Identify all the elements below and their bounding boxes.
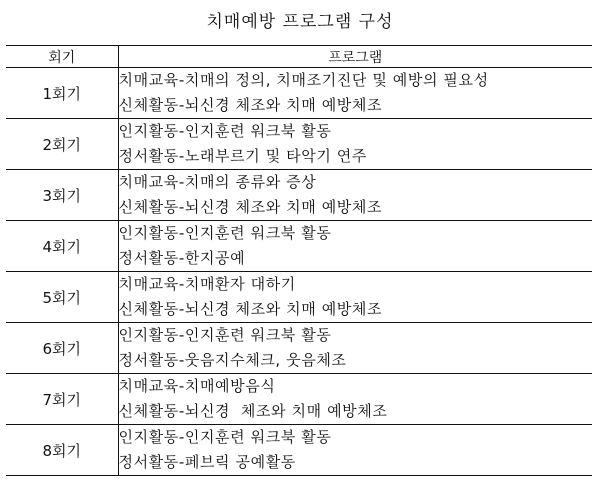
- table-row: [6, 425, 592, 476]
- program-line: 인지활동-인지훈련 워크북 활동: [118, 326, 332, 344]
- program-cell: [118, 170, 592, 221]
- program-line: 신체활동-뇌신경 체조와 치매 예방체조: [118, 402, 388, 420]
- program-line: 신체활동-뇌신경 체조와 치매 예방체조: [118, 198, 383, 216]
- program-line: 치매교육-치매예방음식: [118, 377, 276, 395]
- session-cell: 6회기: [6, 323, 118, 374]
- table-header-row: [6, 46, 592, 68]
- program-line: 정서활동-한지공예: [118, 249, 246, 267]
- session-cell: 1회기: [6, 68, 118, 119]
- program-cell: [118, 119, 592, 170]
- table-row: [6, 272, 592, 323]
- program-line: 치매교육-치매환자 대하기: [118, 275, 296, 293]
- program-line: 정서활동-페브릭 공예활동: [118, 453, 296, 471]
- program-line: 정서활동-웃음지수체크, 웃음체조: [118, 351, 347, 369]
- program-line: 치매교육-치매의 정의, 치매조기진단 및 예방의 필요성: [118, 71, 489, 89]
- table-row: [6, 170, 592, 221]
- table-row: [6, 323, 592, 374]
- session-cell: 3회기: [6, 170, 118, 221]
- program-line: 인지활동-인지훈련 워크북 활동: [118, 224, 332, 242]
- program-line: 신체활동-뇌신경 체조와 치매 예방체조: [118, 300, 383, 318]
- program-line: 인지활동-인지훈련 워크북 활동: [118, 122, 332, 140]
- session-cell: 5회기: [6, 272, 118, 323]
- session-cell: 8회기: [6, 425, 118, 476]
- session-cell: 4회기: [6, 221, 118, 272]
- program-cell: [118, 272, 592, 323]
- program-line: 정서활동-노래부르기 및 타악기 연주: [118, 147, 367, 165]
- table-row: [6, 221, 592, 272]
- program-line: 치매교육-치매의 종류와 증상: [118, 173, 317, 191]
- program-cell: [118, 221, 592, 272]
- program-line: 인지활동-인지훈련 워크북 활동: [118, 428, 332, 446]
- table-row: [6, 68, 592, 119]
- document-title: 치매예방 프로그램 구성: [206, 12, 394, 32]
- program-cell: [118, 323, 592, 374]
- session-cell: 2회기: [6, 119, 118, 170]
- session-column-header: 회기: [6, 46, 118, 68]
- program-cell: [118, 425, 592, 476]
- session-cell: 7회기: [6, 374, 118, 425]
- program-column-header: 프로그램: [118, 46, 592, 68]
- table-row: [6, 374, 592, 425]
- program-line: 신체활동-뇌신경 체조와 치매 예방체조: [118, 96, 383, 114]
- program-cell: [118, 68, 592, 119]
- program-schedule-table: [6, 45, 592, 476]
- program-cell: [118, 374, 592, 425]
- table-row: [6, 119, 592, 170]
